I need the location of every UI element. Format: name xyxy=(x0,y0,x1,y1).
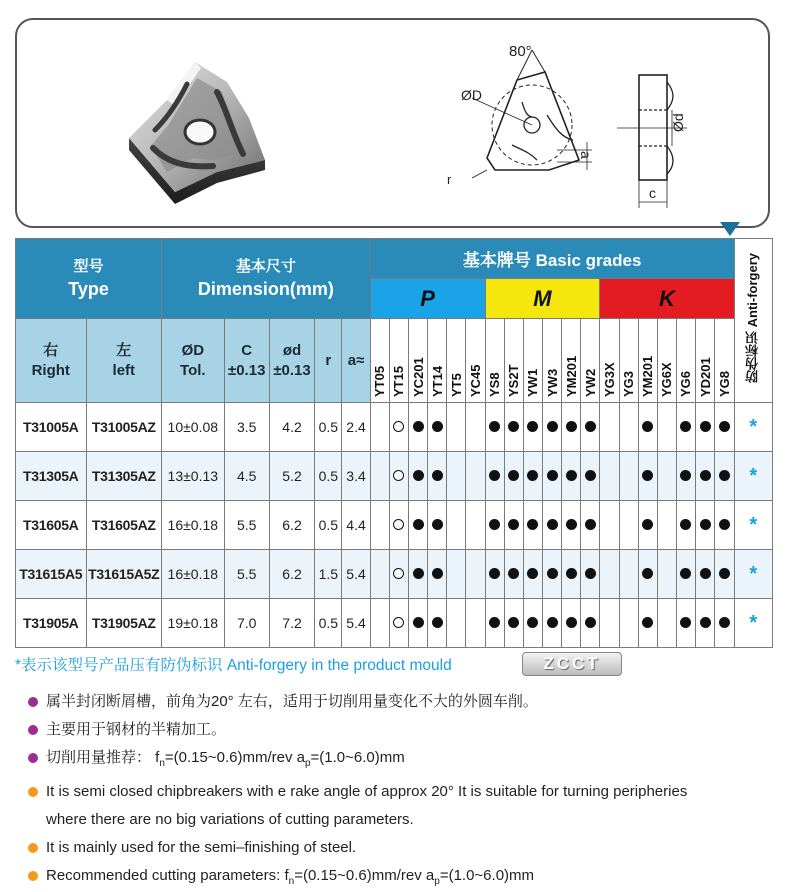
grade-cell xyxy=(657,501,676,550)
grade-cell xyxy=(562,599,581,648)
asterisk-icon: * xyxy=(749,562,758,585)
recommended-dot xyxy=(489,568,500,579)
recommended-dot xyxy=(432,519,443,530)
recommended-dot xyxy=(508,470,519,481)
recommended-dot xyxy=(566,617,577,628)
recommended-dot xyxy=(700,519,711,530)
grade-cell xyxy=(581,452,600,501)
grade-cell xyxy=(447,550,466,599)
grade-header-yg6x: YG6X xyxy=(657,319,676,403)
grade-cell xyxy=(562,550,581,599)
grade-cell xyxy=(600,550,619,599)
recommended-dot xyxy=(508,617,519,628)
recommended-dot xyxy=(585,519,596,530)
grade-header-yg8: YG8 xyxy=(715,319,734,403)
recommended-dot xyxy=(566,568,577,579)
grade-cell xyxy=(581,599,600,648)
recommended-dot xyxy=(413,617,424,628)
cell-a: 3.4 xyxy=(342,452,370,501)
grade-cell xyxy=(389,550,408,599)
recommended-dot xyxy=(719,421,730,432)
anti-forgery-header: 防伪标识 Anti-forgery xyxy=(734,239,772,403)
grade-cell xyxy=(389,403,408,452)
cell-a: 2.4 xyxy=(342,403,370,452)
grade-cell xyxy=(485,501,504,550)
grade-cell xyxy=(676,403,695,452)
grade-cell xyxy=(619,403,638,452)
grade-cell xyxy=(657,452,676,501)
cell-r: 0.5 xyxy=(315,403,342,452)
grade-cell xyxy=(562,403,581,452)
table-row xyxy=(16,403,773,452)
grade-cell xyxy=(581,403,600,452)
group-k: K xyxy=(600,279,734,319)
grade-cell xyxy=(619,550,638,599)
grade-cell xyxy=(715,599,734,648)
grade-cell xyxy=(696,550,715,599)
grade-cell xyxy=(676,501,695,550)
grade-cell xyxy=(485,599,504,648)
optional-circle xyxy=(393,470,404,481)
cell-d: 6.2 xyxy=(269,501,314,550)
grade-cell xyxy=(466,501,485,550)
left-header: 左 left xyxy=(86,319,162,403)
grade-header-yw1: YW1 xyxy=(523,319,542,403)
cell-D: 13±0.13 xyxy=(162,452,224,501)
grade-cell xyxy=(389,452,408,501)
d-label: Ød xyxy=(670,113,686,132)
recommended-dot xyxy=(413,568,424,579)
cell-right: T31005A xyxy=(16,403,87,452)
right-header: 右 Right xyxy=(16,319,87,403)
grade-cell xyxy=(504,501,523,550)
recommended-dot xyxy=(547,519,558,530)
recommended-dot xyxy=(680,568,691,579)
grade-cell xyxy=(542,550,561,599)
grade-cell xyxy=(447,403,466,452)
grade-header-yc45: YC45 xyxy=(466,319,485,403)
grade-cell xyxy=(676,452,695,501)
grade-cell xyxy=(523,550,542,599)
cell-C: 5.5 xyxy=(224,550,269,599)
recommended-dot xyxy=(489,421,500,432)
grade-cell xyxy=(504,550,523,599)
grade-cell xyxy=(428,403,447,452)
cell-right: T31605A xyxy=(16,501,87,550)
type-header: 型号 Type xyxy=(16,239,162,319)
grade-cell xyxy=(523,403,542,452)
recommended-dot xyxy=(680,617,691,628)
anti-forgery-note: *表示该型号产品压有防伪标识 Anti-forgery in the product mould xyxy=(15,657,452,674)
grade-cell xyxy=(370,550,389,599)
cell-left: T31605AZ xyxy=(86,501,162,550)
grade-cell xyxy=(562,501,581,550)
group-m: M xyxy=(485,279,600,319)
radius-label: r xyxy=(447,172,452,187)
grade-cell xyxy=(638,452,657,501)
c-label: c xyxy=(649,185,656,201)
grade-header-ys8: YS8 xyxy=(485,319,504,403)
recommended-dot xyxy=(508,519,519,530)
grade-cell xyxy=(408,550,427,599)
grade-cell xyxy=(715,452,734,501)
cell-d: 7.2 xyxy=(269,599,314,648)
grade-cell xyxy=(600,452,619,501)
grade-header-yw2: YW2 xyxy=(581,319,600,403)
recommended-dot xyxy=(585,421,596,432)
dia-label: ØD xyxy=(461,87,482,103)
grade-cell xyxy=(466,550,485,599)
recommended-dot xyxy=(489,519,500,530)
recommended-dot xyxy=(680,519,691,530)
hole-dia-header: ød ±0.13 xyxy=(269,319,314,403)
table-row xyxy=(16,550,773,599)
a-label: a xyxy=(578,151,594,159)
cell-right: T31905A xyxy=(16,599,87,648)
grade-cell xyxy=(447,452,466,501)
recommended-dot xyxy=(566,519,577,530)
recommended-dot xyxy=(547,617,558,628)
bullet-item: 属半封闭断屑槽，前角为20° 左右，适用于切削用量变化不大的外圆车削。 xyxy=(28,688,788,716)
grade-cell xyxy=(638,501,657,550)
cell-C: 3.5 xyxy=(224,403,269,452)
cell-r: 0.5 xyxy=(315,599,342,648)
cell-C: 5.5 xyxy=(224,501,269,550)
asterisk-icon: * xyxy=(749,464,758,487)
grade-cell xyxy=(466,403,485,452)
cell-d: 6.2 xyxy=(269,550,314,599)
grade-cell xyxy=(715,550,734,599)
grade-cell xyxy=(696,599,715,648)
recommended-dot xyxy=(642,470,653,481)
r-header: r xyxy=(315,319,342,403)
grade-cell xyxy=(562,452,581,501)
recommended-dot xyxy=(527,519,538,530)
group-p: P xyxy=(370,279,485,319)
a-header: a≈ xyxy=(342,319,370,403)
cell-a: 4.4 xyxy=(342,501,370,550)
recommended-dot xyxy=(642,617,653,628)
grade-cell xyxy=(600,599,619,648)
anti-forgery-cell xyxy=(734,599,772,648)
recommended-dot xyxy=(489,470,500,481)
recommended-dot xyxy=(432,617,443,628)
grade-cell xyxy=(619,452,638,501)
recommended-dot xyxy=(547,421,558,432)
recommended-dot xyxy=(585,470,596,481)
optional-circle xyxy=(393,421,404,432)
grade-cell xyxy=(447,599,466,648)
recommended-dot xyxy=(432,470,443,481)
bullet-item: 切削用量推荐： $f_n=(0.15\sim 0.6)mm$/rev $a_p=(1.0\sim 6.0)mm$ xyxy=(28,744,788,778)
recommended-dot xyxy=(413,519,424,530)
basic-grades-header: 基本牌号 Basic grades xyxy=(370,239,734,279)
cell-r: 1.5 xyxy=(315,550,342,599)
cell-d: 5.2 xyxy=(269,452,314,501)
grade-cell xyxy=(581,501,600,550)
recommended-dot xyxy=(432,568,443,579)
recommended-dot xyxy=(719,568,730,579)
cell-a: 5.4 xyxy=(342,550,370,599)
grade-cell xyxy=(428,452,447,501)
recommended-dot xyxy=(489,617,500,628)
grade-cell xyxy=(657,599,676,648)
grade-cell xyxy=(504,452,523,501)
table-row xyxy=(16,452,773,501)
grade-cell xyxy=(485,452,504,501)
grade-cell xyxy=(619,599,638,648)
recommended-dot xyxy=(566,421,577,432)
insert-top-view xyxy=(472,50,592,178)
grade-header-ym201: YM201 xyxy=(638,319,657,403)
cell-D: 19±0.18 xyxy=(162,599,224,648)
recommended-dot xyxy=(508,421,519,432)
recommended-dot xyxy=(547,470,558,481)
cell-left: T31905AZ xyxy=(86,599,162,648)
grade-cell xyxy=(428,599,447,648)
grade-cell xyxy=(619,501,638,550)
anti-forgery-cell xyxy=(734,452,772,501)
grade-cell xyxy=(428,550,447,599)
anti-forgery-cell xyxy=(734,403,772,452)
grade-cell xyxy=(676,550,695,599)
insert-drawing-panel xyxy=(15,18,770,228)
grade-cell xyxy=(542,501,561,550)
recommended-dot xyxy=(585,568,596,579)
grade-cell xyxy=(696,501,715,550)
grade-cell xyxy=(408,501,427,550)
grades-table xyxy=(15,238,773,648)
optional-circle xyxy=(393,519,404,530)
grade-cell xyxy=(696,403,715,452)
recommended-dot xyxy=(642,568,653,579)
asterisk-icon: * xyxy=(749,611,758,634)
recommended-dot xyxy=(547,568,558,579)
grade-cell xyxy=(466,452,485,501)
grade-cell xyxy=(370,599,389,648)
table-row xyxy=(16,501,773,550)
recommended-dot xyxy=(527,617,538,628)
grade-cell xyxy=(542,452,561,501)
grade-cell xyxy=(408,403,427,452)
grade-cell xyxy=(504,403,523,452)
recommended-dot xyxy=(719,617,730,628)
cell-D: 16±0.18 xyxy=(162,550,224,599)
grade-cell xyxy=(428,501,447,550)
grade-cell xyxy=(370,501,389,550)
grade-cell xyxy=(657,403,676,452)
grade-header-yc201: YC201 xyxy=(408,319,427,403)
cell-D: 16±0.18 xyxy=(162,501,224,550)
cell-left: T31305AZ xyxy=(86,452,162,501)
cell-left: T31005AZ xyxy=(86,403,162,452)
recommended-dot xyxy=(413,470,424,481)
grade-cell xyxy=(504,599,523,648)
optional-circle xyxy=(393,617,404,628)
grade-cell xyxy=(638,403,657,452)
recommended-dot xyxy=(680,421,691,432)
c-header: C ±0.13 xyxy=(224,319,269,403)
grade-cell xyxy=(715,501,734,550)
recommended-dot xyxy=(719,519,730,530)
angle-label: 80° xyxy=(509,43,532,60)
dia-header: ØD Tol. xyxy=(162,319,224,403)
bullet-item: 主要用于钢材的半精加工。 xyxy=(28,716,788,744)
grade-header-yw3: YW3 xyxy=(542,319,561,403)
grade-cell xyxy=(485,550,504,599)
grade-cell xyxy=(485,403,504,452)
grade-cell xyxy=(523,501,542,550)
cell-left: T31615A5Z xyxy=(86,550,162,599)
grade-header-yt5: YT5 xyxy=(447,319,466,403)
table-row xyxy=(16,599,773,648)
recommended-dot xyxy=(413,421,424,432)
grade-cell xyxy=(715,403,734,452)
recommended-dot xyxy=(700,470,711,481)
grade-header-yg3x: YG3X xyxy=(600,319,619,403)
grade-cell xyxy=(638,550,657,599)
grade-cell xyxy=(523,452,542,501)
cell-d: 4.2 xyxy=(269,403,314,452)
recommended-dot xyxy=(527,421,538,432)
recommended-dot xyxy=(700,568,711,579)
anti-forgery-cell xyxy=(734,550,772,599)
dimension-header: 基本尺寸 Dimension(mm) xyxy=(162,239,371,319)
recommended-dot xyxy=(585,617,596,628)
cell-a: 5.4 xyxy=(342,599,370,648)
recommended-dot xyxy=(566,470,577,481)
grade-header-yt05: YT05 xyxy=(370,319,389,403)
grade-cell xyxy=(389,501,408,550)
grade-cell xyxy=(600,501,619,550)
recommended-dot xyxy=(527,568,538,579)
recommended-dot xyxy=(432,421,443,432)
anti-forgery-cell xyxy=(734,501,772,550)
grade-cell xyxy=(581,550,600,599)
grade-cell xyxy=(523,599,542,648)
recommended-dot xyxy=(642,519,653,530)
grade-cell xyxy=(696,452,715,501)
grade-cell xyxy=(408,452,427,501)
pointer-arrow xyxy=(720,222,740,236)
grade-header-yg6: YG6 xyxy=(676,319,695,403)
grade-cell xyxy=(657,550,676,599)
bullet-item: It is semi closed chipbreakers with e rake angle of approx 20° It is suitable for turning peripheries where there are no big variations of cutting parameters. xyxy=(28,778,788,834)
grade-cell xyxy=(638,599,657,648)
recommended-dot xyxy=(508,568,519,579)
grade-header-ym201: YM201 xyxy=(562,319,581,403)
grade-cell xyxy=(389,599,408,648)
grade-header-yd201: YD201 xyxy=(696,319,715,403)
bullet-item: It is mainly used for the semi–finishing of steel. xyxy=(28,834,788,862)
cell-C: 7.0 xyxy=(224,599,269,648)
grade-header-yt14: YT14 xyxy=(428,319,447,403)
cell-C: 4.5 xyxy=(224,452,269,501)
recommended-dot xyxy=(680,470,691,481)
cell-r: 0.5 xyxy=(315,452,342,501)
optional-circle xyxy=(393,568,404,579)
recommended-dot xyxy=(719,470,730,481)
zcct-logo: ZCCT xyxy=(522,652,622,676)
bullet-item: Recommended cutting parameters: $f_n=(0.15\sim 0.6)mm$/rev $a_p=(1.0\sim 6.0)mm$ xyxy=(28,862,788,892)
grade-header-yt15: YT15 xyxy=(389,319,408,403)
asterisk-icon: * xyxy=(749,513,758,536)
grade-cell xyxy=(542,599,561,648)
grade-cell xyxy=(600,403,619,452)
grade-cell xyxy=(466,599,485,648)
grade-header-yg3: YG3 xyxy=(619,319,638,403)
cell-right: T31305A xyxy=(16,452,87,501)
grade-cell xyxy=(408,599,427,648)
insert-illustration xyxy=(17,20,772,230)
cell-r: 0.5 xyxy=(315,501,342,550)
feature-list xyxy=(28,688,788,892)
insert-3d-render xyxy=(129,62,265,204)
grade-header-ys2t: YS2T xyxy=(504,319,523,403)
cell-D: 10±0.08 xyxy=(162,403,224,452)
recommended-dot xyxy=(700,617,711,628)
recommended-dot xyxy=(642,421,653,432)
grade-cell xyxy=(370,452,389,501)
recommended-dot xyxy=(527,470,538,481)
grade-cell xyxy=(447,501,466,550)
cell-right: T31615A5 xyxy=(16,550,87,599)
grade-cell xyxy=(370,403,389,452)
grade-cell xyxy=(542,403,561,452)
asterisk-icon: * xyxy=(749,415,758,438)
recommended-dot xyxy=(700,421,711,432)
grade-cell xyxy=(676,599,695,648)
